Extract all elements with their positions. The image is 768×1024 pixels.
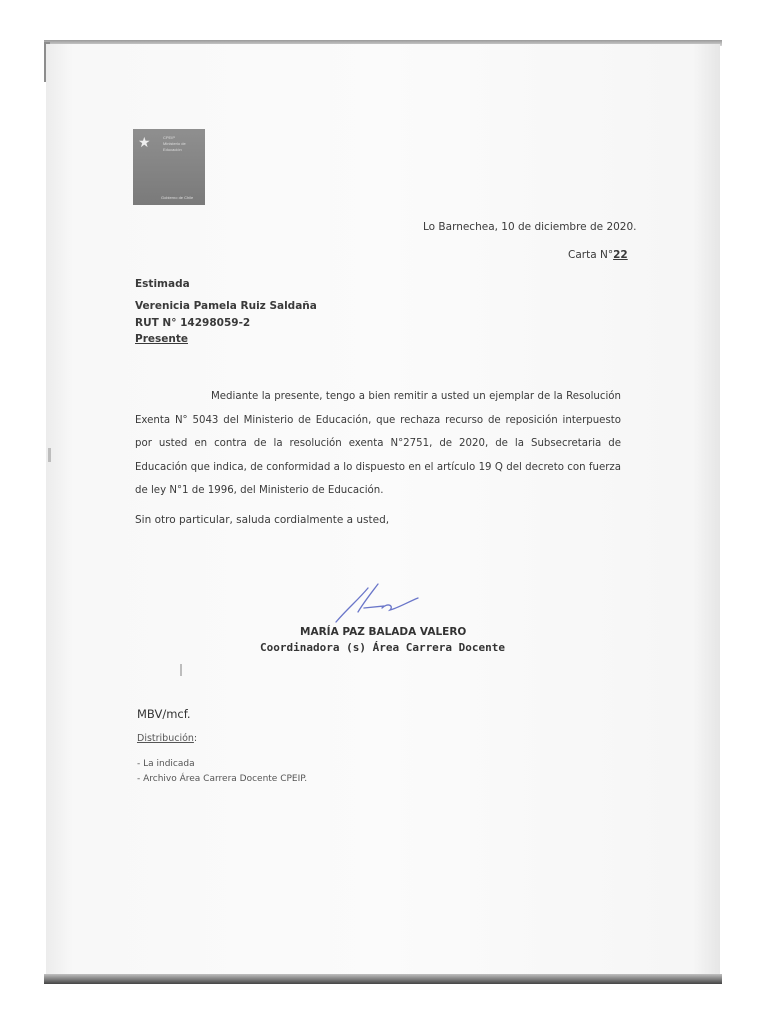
- distribution-label: Distribución: [137, 733, 194, 744]
- logo-footer: Gobierno de Chile: [161, 195, 194, 200]
- logo-line: Ministerio de: [163, 141, 186, 146]
- distribution-item: - Archivo Área Carrera Docente CPEIP.: [137, 774, 308, 784]
- chile-star-icon: ★: [138, 134, 151, 150]
- handwritten-signature: [328, 578, 428, 628]
- letter-number: [568, 249, 628, 261]
- closing-line: Sin otro particular, saluda cordialmente a usted,: [135, 514, 390, 526]
- recipient-name: Verenicia Pamela Ruiz Saldaña: [135, 300, 317, 312]
- scan-speck: [180, 664, 182, 676]
- letter-body: [135, 385, 621, 503]
- letter-number-value: 22: [613, 249, 628, 261]
- logo-line: CPEIP: [163, 135, 176, 140]
- letter-body-text: Mediante la presente, tengo a bien remitir a usted un ejemplar de la Resolución Exenta N° 5043 del Ministerio de Educación, que rechaza recurso de reposición interpuesto por usted en contra de la resolución exenta N°2751, de 2020, de la Subsecretaria de Educación que indica, de conformidad a lo dispuesto en el artículo 19 Q del decreto con fuerza de ley N°1 de 1996, del Ministerio de Educación.: [135, 391, 621, 496]
- signatory-role: Coordinadora (s) Área Carrera Docente: [260, 641, 506, 654]
- scan-speck: [48, 448, 51, 462]
- distribution-colon: :: [193, 733, 198, 744]
- letter-number-label: Carta N°: [568, 249, 614, 261]
- reference-initials: MBV/mcf.: [137, 707, 191, 721]
- salutation: Estimada: [135, 278, 190, 290]
- signatory-name: MARÍA PAZ BALADA VALERO: [300, 626, 467, 638]
- recipient-rut: RUT N° 14298059-2: [135, 317, 251, 329]
- scan-shadow-bottom: [44, 974, 722, 984]
- distribution-item: - La indicada: [137, 759, 195, 769]
- logo-line: Educación: [163, 147, 182, 152]
- ministry-logo: [133, 129, 205, 205]
- distribution-heading: [137, 733, 197, 744]
- presente-label: Presente: [135, 333, 188, 345]
- place-date: Lo Barnechea, 10 de diciembre de 2020.: [423, 221, 637, 233]
